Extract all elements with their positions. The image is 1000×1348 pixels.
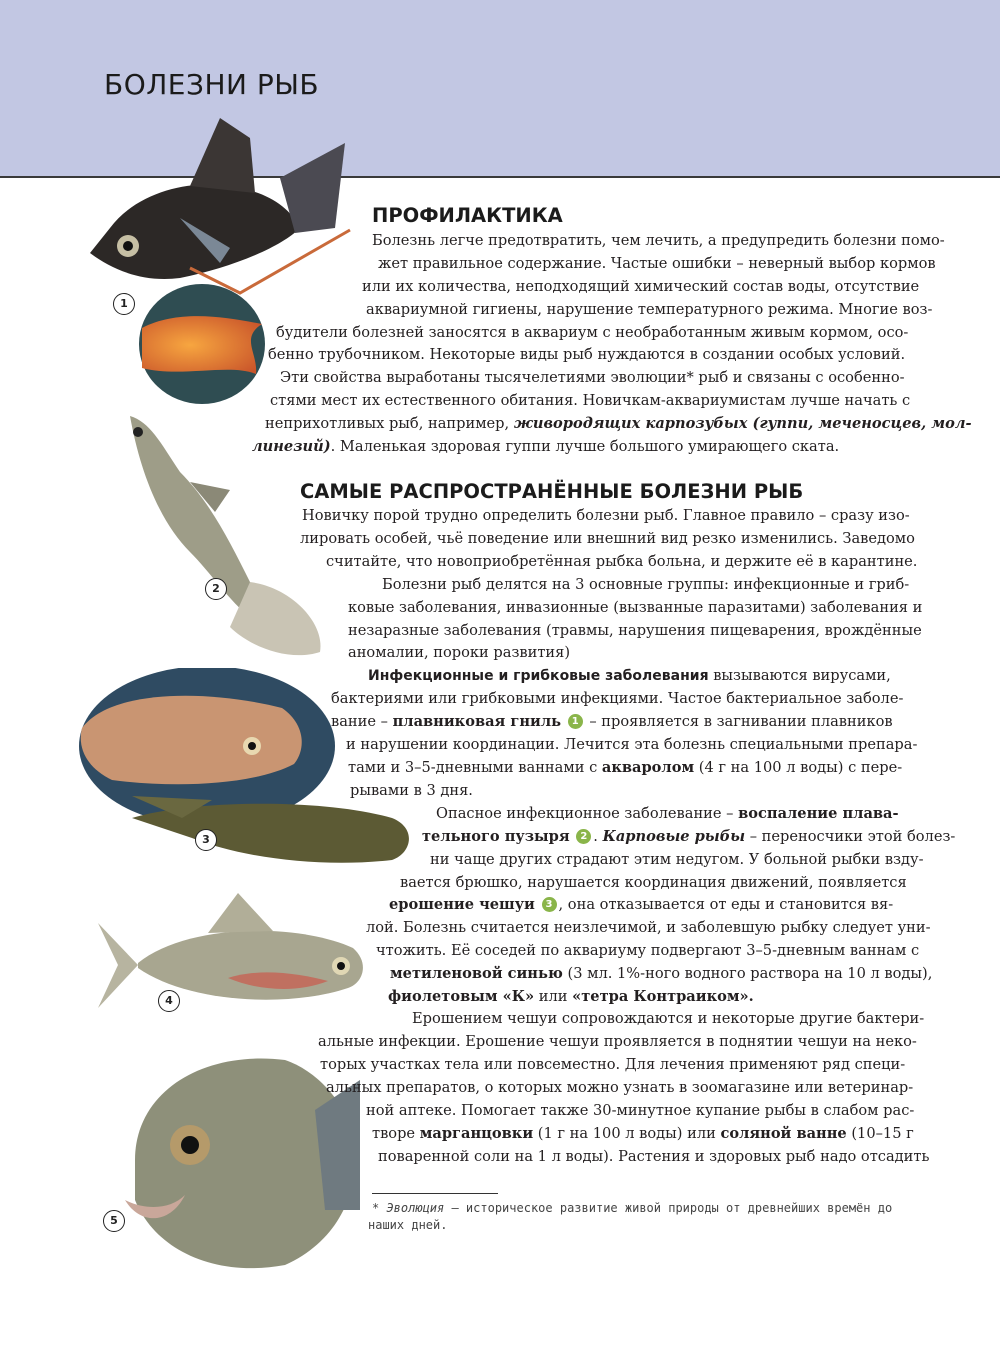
figure-number-1: 1 bbox=[113, 293, 135, 315]
text-line: ерошение чешуи 3 , она отказывается от еды и становится вя- bbox=[389, 896, 894, 913]
text-line: считайте, что новоприобретённая рыбка больна, и держите её в карантине. bbox=[326, 553, 918, 570]
footnote-line: * Эволюция – историческое развитие живой природы от древнейших времён до bbox=[372, 1201, 893, 1215]
text-line: чтожить. Её соседей по аквариуму подвергают 3–5-дневным ваннам с bbox=[376, 942, 920, 959]
figure-number-5: 5 bbox=[103, 1210, 125, 1232]
text-line: Опасное инфекционное заболевание – воспаление плава- bbox=[436, 805, 899, 822]
text-line: ковые заболевания, инвазионные (вызванные паразитами) заболевания и bbox=[348, 599, 923, 616]
text-line: будители болезней заносятся в аквариум с необработанным живым кормом, осо- bbox=[276, 324, 909, 341]
figure-number-3: 3 bbox=[195, 829, 217, 851]
text-line: Новичку порой трудно определить болезни рыб. Главное правило – сразу изо- bbox=[302, 507, 910, 524]
text-line: альные инфекции. Ерошение чешуи проявляется в поднятии чешуи на неко- bbox=[318, 1033, 917, 1050]
page-title: БОЛЕЗНИ РЫБ bbox=[104, 68, 320, 101]
section-title-common-diseases: САМЫЕ РАСПРОСТРАНЁННЫЕ БОЛЕЗНИ РЫБ bbox=[300, 480, 804, 503]
footnote-rule bbox=[372, 1193, 498, 1194]
badge-3: 3 bbox=[542, 897, 557, 912]
text-line: рывами в 3 дня. bbox=[350, 782, 473, 799]
badge-1: 1 bbox=[568, 714, 583, 729]
text-line: или их количества, неподходящий химический состав воды, отсутствие bbox=[362, 278, 920, 295]
text-line: Инфекционные и грибковые заболевания вызываются вирусами, bbox=[368, 667, 891, 684]
section-title-prevention: ПРОФИЛАКТИКА bbox=[372, 204, 563, 227]
footnote-line: наших дней. bbox=[368, 1218, 448, 1232]
text-line: незаразные заболевания (травмы, нарушения пищеварения, врождённые bbox=[348, 622, 922, 639]
text-line: аквариумной гигиены, нарушение температурного режима. Многие воз- bbox=[366, 301, 933, 318]
badge-2: 2 bbox=[576, 829, 591, 844]
text-line: метиленовой синью (3 мл. 1%-ного водного раствора на 10 л воды), bbox=[390, 965, 933, 982]
text-line: жет правильное содержание. Частые ошибки – неверный выбор кормов bbox=[378, 255, 936, 272]
text-line: линезий). Маленькая здоровая гуппи лучше большого умирающего ската. bbox=[252, 438, 840, 455]
text-line: фиолетовым «К» или «тетра Контраиком». bbox=[388, 988, 754, 1005]
text-line: вается брюшко, нарушается координация движений, появляется bbox=[400, 874, 907, 891]
text-line: стями мест их естественного обитания. Новичкам-аквариумистам лучше начать с bbox=[270, 392, 911, 409]
text-line: Эти свойства выработаны тысячелетиями эволюции* рыб и связаны с особенно- bbox=[280, 369, 905, 386]
text-line: ни чаще других страдают этим недугом. У больной рыбки взду- bbox=[430, 851, 924, 868]
text-line: творе марганцовки (1 г на 100 л воды) или соляной ванне (10–15 г bbox=[372, 1125, 914, 1142]
text-line: ной аптеке. Помогает также 30-минутное купание рыбы в слабом рас- bbox=[366, 1102, 915, 1119]
text-line: лой. Болезнь считается неизлечимой, и заболевшую рыбку следует уни- bbox=[366, 919, 931, 936]
figure-number-4: 4 bbox=[158, 990, 180, 1012]
figure-number-2: 2 bbox=[205, 578, 227, 600]
text-line: тами и 3–5-дневными ваннами с акваролом (4 г на 100 л воды) с пере- bbox=[348, 759, 903, 776]
text-line: торых участках тела или повсеместно. Для лечения применяют ряд специ- bbox=[320, 1056, 906, 1073]
text-line: поваренной соли на 1 л воды). Растения и здоровых рыб надо отсадить bbox=[378, 1148, 930, 1165]
text-line: аномалии, пороки развития) bbox=[348, 644, 571, 661]
text-line: Болезнь легче предотвратить, чем лечить, а предупредить болезни помо- bbox=[372, 232, 945, 249]
text-line: альных препаратов, о которых можно узнать в зоомагазине или ветеринар- bbox=[326, 1079, 914, 1096]
text-line: неприхотливых рыб, например, живородящих карпозубых (гуппи, меченосцев, мол- bbox=[265, 415, 972, 432]
text-line: бактериями или грибковыми инфекциями. Частое бактериальное заболе- bbox=[331, 690, 904, 707]
text-line: Болезни рыб делятся на 3 основные группы: инфекционные и гриб- bbox=[382, 576, 910, 593]
text-line: вание – плавниковая гниль 1 – проявляется в загнивании плавников bbox=[331, 713, 893, 730]
text-line: тельного пузыря 2 . Карповые рыбы – переносчики этой болез- bbox=[422, 828, 956, 845]
text-line: и нарушении координации. Лечится эта болезнь специальными препара- bbox=[346, 736, 918, 753]
fish-illustration-4 bbox=[98, 893, 370, 1033]
text-line: бенно трубочником. Некоторые виды рыб нуждаются в создании особых условий. bbox=[268, 346, 906, 363]
text-line: лировать особей, чьё поведение или внешний вид резко изменились. Заведомо bbox=[300, 530, 915, 547]
text-line: Ерошением чешуи сопровождаются и некоторые другие бактери- bbox=[412, 1010, 925, 1027]
